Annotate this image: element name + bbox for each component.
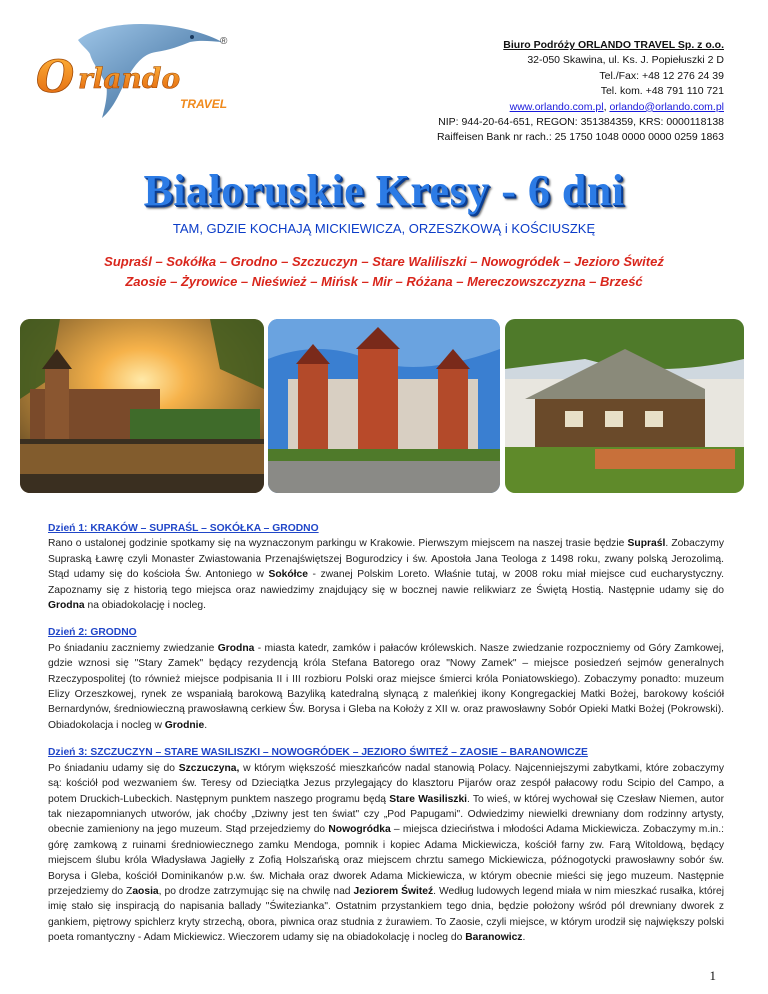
photo-wooden-house-zaosie [505,319,744,493]
svg-text:rlando: rlando [78,62,181,95]
email-link[interactable]: orlando@orlando.com.pl [609,100,724,113]
day-2 [48,625,724,733]
route-line-1: Supraśl – Sokółka – Grodno – Szczuczyn – Stare Waliliszki – Nowogródek – Jezioro Świteź [104,254,664,269]
route-line-2: Zaosie – Żyrowice – Nieśwież – Mińsk – Mir – Różana – Mereczowszczyzna – Brześć [125,274,643,289]
day-1-heading: Dzień 1: KRAKÓW – SUPRAŚL – SOKÓŁKA – GRODNO [48,523,319,534]
photo-mir-castle [268,319,500,493]
svg-text:TRAVEL: TRAVEL [180,97,228,111]
itinerary [48,521,724,958]
photo-castle-nieswiez [20,319,264,493]
website-link[interactable]: www.orlando.com.pl [509,100,604,113]
svg-text:O: O [36,52,75,103]
day-2-heading: Dzień 2: GRODNO [48,627,137,639]
company-bank: Raiffeisen Bank nr rach.: 25 1750 1048 0000 0000 0259 1863 [436,131,724,144]
page-subtitle: TAM, GDZIE KOCHAJĄ MICKIEWICZA, ORZESZKOWĄ i KOŚCIUSZKĘ [172,221,596,236]
page-title: Białoruskie Kresy - 6 dni [143,166,625,215]
link-separator: , [603,100,610,113]
day-1-text: Rano o ustalonej godzinie spotkamy się na wyznaczonym parkingu w Krakowie. Pierwszym miejscem na naszej trasie będzie Supraśl. Zobaczymy Supraską Ławrę czyli Monaster Zwiastowania Przenajświętszej Bogurodzicy i św. Apostoła Jana Teologa z 1498 roku, zwany polską Jerozolimą. Stąd udamy się do kościoła Św. Antoniego w Sokółce - zwanej Polskim Loreto. Właśnie tutaj, w 2008 roku miał miejsce cud eucharystyczny. Zapoznamy się z historią tego miejsca oraz nawiedzimy znajdujący się w bocznej nawie relikwiarz ze Świętą Hostią. Następnie udamy się do Grodna na obiadokolację i nocleg. [48,538,724,612]
company-phone: Tel./Fax: +48 12 276 24 39 [599,69,724,82]
page-number: 1 [709,968,716,983]
day-1 [48,521,724,613]
dolphin-logo-graphic [30,22,270,122]
company-links [437,100,724,115]
company-registry: NIP: 944-20-64-651, REGON: 351384359, KRS: 0000118138 [438,116,724,129]
day-3-text: Po śniadaniu udamy się do Szczuczyna, w którym większość mieszkańców nadal stanowią Polacy. Najcenniejszymi zabytkami, które zobaczymy są: kościół pod wezwaniem św. Teresy od Dzieciątka Jezus przylegający do klasztoru Pijarów oraz zespół pałacowy rodu Scipio del Campo, a potem Druckich-Lubeckich. Następnym punktem naszego programu będą Stare Wasiliszki. To wieś, w której wychował się Czesław Niemen, autor tak niezapomnianych utworów, jak choćby „Dziwny jest ten świat" czy „Pod Papugami". Odwiedzimy niewielki drewniany dom rodzinny artysty, obecnie zamieniony na jego muzeum. Stąd przejedziemy do Nowogródka – miejsca dzieciństwa i młodości Adama Mickiewicza. Zobaczymy m.in.: górę zamkową z ruinami średniowiecznego zamku Mendoga, pomnik i kopiec Adama Mickiewicza, kościół farny zw. Farą Witoldową, będący miejscem ślubu króla Władysława Jagiełły z Zofią Holszańską oraz miejscem chrztu samego Mickiewicza, późnogotycki prawosławny sobór św. Borysa i Gleba, kościół Dominikanów p.w. św. Michała oraz dworek Adama Mickiewicza, w którym obecnie mieści się jego muzeum. Następnie przejedziemy do Zaosia, po drodze zatrzymując się na chwilę nad Jeziorem Świteź. Według ludowych legend miała w nim mieszkać rusałka, której imię stało się inspiracją do napisania ballady "Świtezianka". Ostatnim przystankiem tego dnia, będzie położony wśród pól drewniany dworek z gankiem, piętrowy spichlerz kryty strzechą, obora, piwnica oraz studnia z żurawiem. To Zaosie, czyli miejsce, w którym urodził się największy polski poeta romantyczny - Adam Mickiewicz. Wieczorem udamy się na obiadokolację i nocleg do Baranowicz. [48,762,725,944]
orlando-travel-logo [30,22,270,122]
day-2-text: Po śniadaniu zaczniemy zwiedzanie Grodna - miasta katedr, zamków i pałaców królewskich. Nasze zwiedzanie rozpoczniemy od Góry Zamkowej, gdzie wznosi się "Stary Zamek" będący rezydencją króla Stefana Batorego oraz "Nowy Zamek" – miejsce posiedzeń sejmów generalnych Rzeczypospolitej (to również miejsce podpisania II i III rozbioru Polski oraz miejsce śmierci króla Poniatowskiego). Zobaczymy ponadto: muzeum Elizy Orzeszkowej, rynek ze wspaniałą barokową Bazyliką katedralną słynącą z maleńkiej ikony Kongregackiej Matki Bożej, barokowy kościół Bernardynów, średniowieczną prawosławną cerkiew Św. Borysa i Gleba na Kołoży z XII w. oraz prawosławny Sobór Opieki Matki Bożej (Pokrowski). Obiadokolacja i nocleg w Grodnie. [48,642,724,731]
company-mobile: Tel. kom. +48 791 110 721 [600,85,724,98]
day-3 [48,745,724,945]
company-address: 32-050 Skawina, ul. Ks. J. Popiełuszki 2 D [527,54,724,67]
day-3-heading: Dzień 3: SZCZUCZYN – STARE WASILISZKI – NOWOGRÓDEK – JEZIORO ŚWITEŹ – ZAOSIE – BARANOWICZE [48,747,588,759]
svg-text:®: ® [220,36,228,47]
company-contact-block [437,38,724,146]
company-name: Biuro Podróży ORLANDO TRAVEL Sp. z o.o. [503,39,724,51]
